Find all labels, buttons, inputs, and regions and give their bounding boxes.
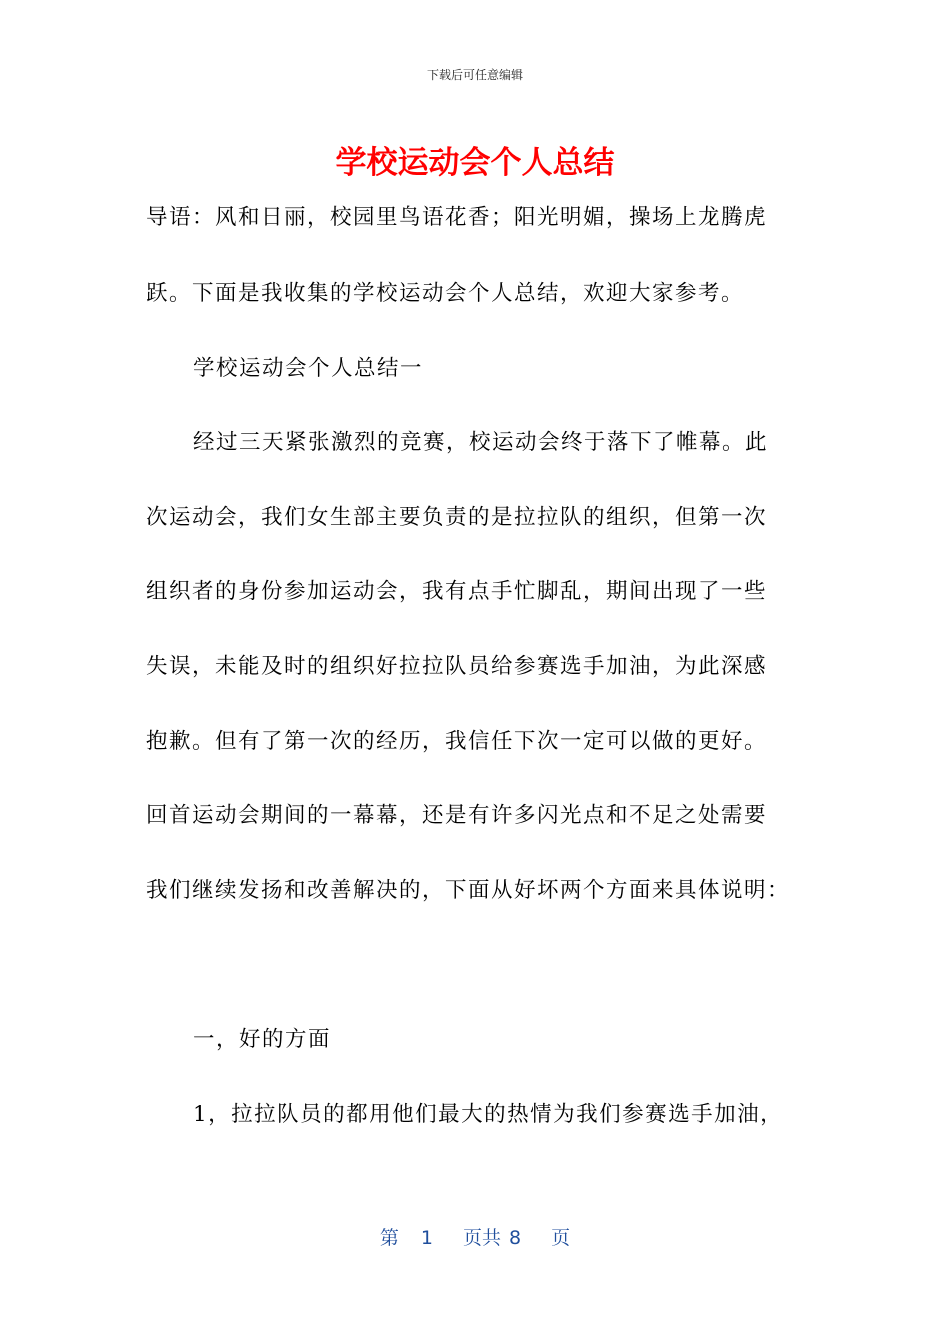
body-line: 我们继续发扬和改善解决的，下面从好坏两个方面来具体说明：	[146, 878, 791, 903]
body-line: 1，拉拉队员的都用他们最大的热情为我们参赛选手加油，	[193, 1102, 784, 1127]
body-line: 抱歉。但有了第一次的经历，我信任下次一定可以做的更好。	[146, 729, 768, 754]
header-note: 下载后可任意编辑	[426, 68, 523, 82]
total-pages: 8	[509, 1227, 522, 1249]
body-line: 经过三天紧张激烈的竞赛，校运动会终于落下了帷幕。此	[193, 430, 769, 455]
page-mid: 页共	[462, 1227, 501, 1249]
body-line: 组织者的身份参加运动会，我有点手忙脚乱，期间出现了一些	[146, 579, 768, 604]
body-line: 回首运动会期间的一幕幕，还是有许多闪光点和不足之处需要	[146, 803, 768, 828]
page-number: 1	[420, 1227, 433, 1249]
page-footer	[0, 1224, 950, 1252]
document-title: 学校运动会个人总结	[335, 145, 615, 181]
page-suffix: 页	[551, 1227, 571, 1249]
body-line: 次运动会，我们女生部主要负责的是拉拉队的组织，但第一次	[146, 505, 768, 530]
body-line: 导语：风和日丽，校园里鸟语花香；阳光明媚，操场上龙腾虎	[146, 205, 768, 230]
page-prefix: 第	[379, 1227, 399, 1249]
body-line: 失误，未能及时的组织好拉拉队员给参赛选手加油，为此深感	[146, 654, 768, 679]
subsection-heading: 一，好的方面	[193, 1027, 332, 1052]
section-heading: 学校运动会个人总结一	[193, 356, 424, 381]
body-line: 跃。下面是我收集的学校运动会个人总结，欢迎大家参考。	[146, 281, 745, 306]
